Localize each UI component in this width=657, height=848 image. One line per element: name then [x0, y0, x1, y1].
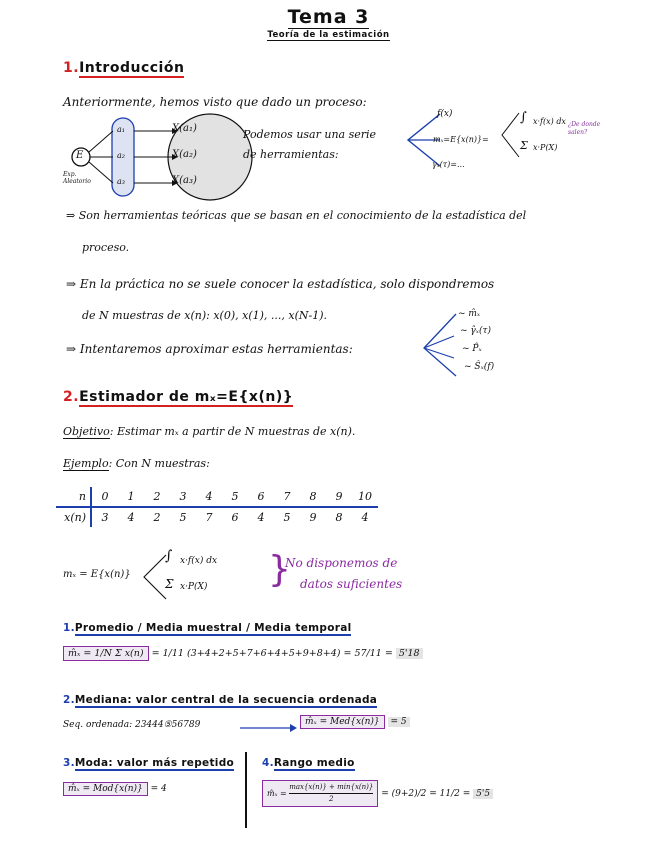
mx-definition: mₓ = E{x(n)}: [63, 569, 131, 580]
table-row-n: n 0 1 2 3 4 5 6 7 8 9 10: [56, 487, 378, 507]
bullet-3: ⇒ Intentaremos aproximar estas herramientas:: [66, 342, 353, 356]
samples-table: [56, 487, 378, 527]
outcome-a3: a₃: [117, 177, 125, 186]
sum-sign: Σ: [520, 139, 528, 152]
sum-sign-2: Σ: [165, 577, 174, 591]
page-subtitle: Teoría de la estimación: [267, 30, 390, 40]
outcome-a2: a₂: [117, 151, 125, 160]
section1-heading: 1.Introducción: [63, 60, 185, 76]
bullet-2-line-2: de N muestras de x(n): x(0), x(1), ..., x(N-1).: [82, 309, 328, 322]
estimators-brace: [420, 310, 460, 380]
source-caption: Exp. Aleatorio: [63, 171, 91, 185]
integral-sign-2: ∫: [165, 548, 173, 564]
process-diagram: [58, 112, 258, 204]
objective-line: Objetivo: Estimar mₓ a partir de N muestras de x(n).: [63, 425, 356, 438]
tool-gamma: γₓ(τ)=...: [432, 160, 465, 169]
tool-f: f(x): [437, 109, 453, 119]
sub4-formula-box: m̂ₓ = max{x(n)} + min{x(n)} 2: [262, 780, 378, 807]
bullet-1-line-2: proceso.: [82, 241, 130, 254]
estimator-sx: ~ Ŝₓ(f): [464, 362, 495, 372]
source-label: E: [76, 150, 84, 161]
signal-x2: X(a₂): [172, 149, 197, 160]
outcome-a1: a₁: [117, 125, 125, 134]
example-line: Ejemplo: Con N muestras:: [63, 457, 210, 470]
sub1-formula: m̂ₓ = 1/N Σ x(n) = 1/11 (3+4+2+5+7+6+4+5+9+8+4) = 57/11 = 5'18: [63, 648, 423, 659]
purple-brace: }: [268, 549, 291, 590]
mx-int: x·f(x) dx: [180, 556, 218, 566]
signal-x3: X(a₃): [172, 175, 197, 186]
sub2-heading: 2.Mediana: valor central de la secuencia ordenada: [63, 694, 378, 706]
tools-note: ¿De donde salen?: [568, 121, 601, 136]
no-data-line-1: No disponemos de: [285, 556, 398, 570]
estimator-px: ~ P̂ₓ: [462, 344, 482, 354]
sub3-formula: m̂ₓ = Mod{x(n)} = 4: [63, 784, 167, 794]
page-title: Tema 3: [287, 6, 370, 28]
sub2-formula: m̂ₓ = Med{x(n)} = 5: [300, 717, 410, 727]
tool-int: x·f(x) dx: [533, 117, 566, 126]
column-divider: [245, 752, 247, 828]
bullet-1-line-1: ⇒ Son herramientas teóricas que se basan en el conocimiento de la estadística del: [66, 209, 527, 222]
section2-heading: 2.Estimador de mₓ=E{x(n)}: [63, 389, 294, 405]
bullet-2-line-1: ⇒ En la práctica no se suele conocer la estadística, solo dispondremos: [66, 277, 495, 291]
sub4-heading: 4.Rango medio: [262, 757, 355, 769]
tool-mx: mₓ=E{x(n)}=: [433, 135, 489, 144]
signal-x1: X(a₁): [172, 123, 197, 134]
integral-sign: ∫: [520, 110, 527, 125]
mx-sum: x·P(X): [180, 582, 208, 592]
sub2-sequence: Seq. ordenada: 23444⑤56789: [63, 720, 201, 730]
sub4-formula: m̂ₓ = max{x(n)} + min{x(n)} 2 = (9+2)/2 = 11/2 = 5'5: [262, 780, 493, 807]
table-row-xn: x(n) 3 4 2 5 7 6 4 5 9 8 4: [56, 507, 378, 527]
estimator-gamma: ~ γ̂ₓ(τ): [460, 326, 491, 336]
sub2-arrow: [240, 722, 298, 734]
estimator-mx: ~ m̂ₓ: [458, 309, 481, 319]
sub1-heading: 1.Promedio / Media muestral / Media temporal: [63, 622, 352, 634]
tool-sum: x·P(X): [533, 143, 558, 152]
section1-intro: Anteriormente, hemos visto que dado un proceso:: [63, 95, 367, 109]
no-data-line-2: datos suficientes: [300, 577, 403, 591]
sub3-heading: 3.Moda: valor más repetido: [63, 757, 235, 769]
tools-text-1: Podemos usar una serie: [243, 128, 377, 141]
tools-text-2: de herramientas:: [243, 148, 339, 161]
